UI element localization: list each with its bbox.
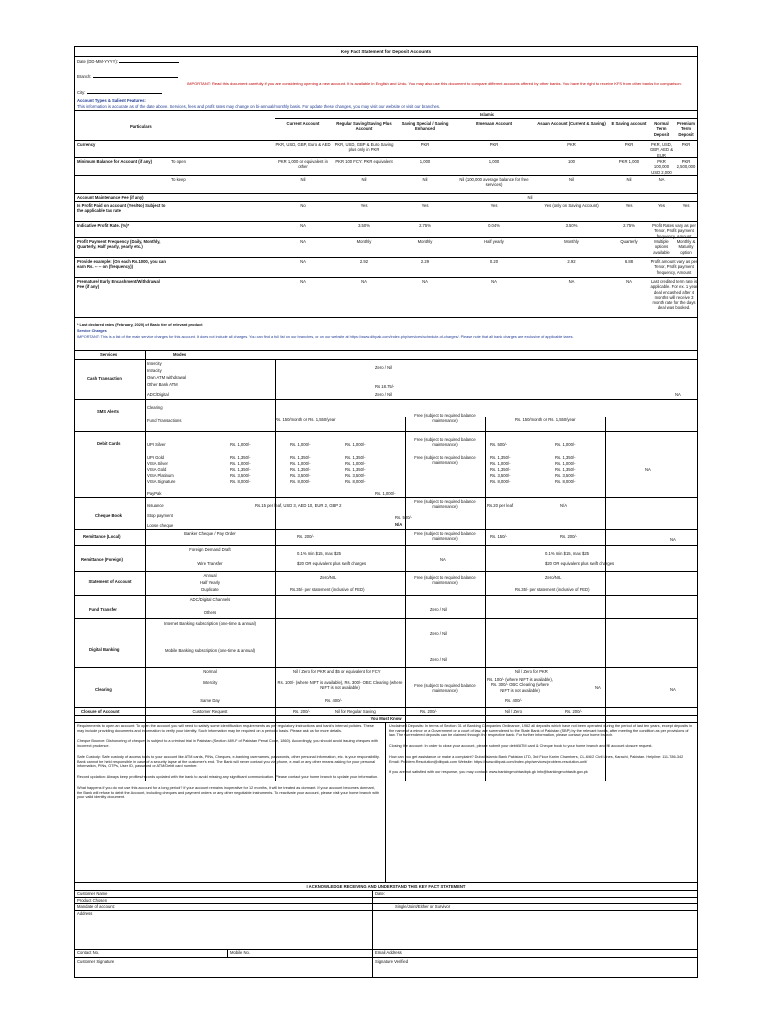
debit-silver-6: Rs. 1,000/- xyxy=(555,442,576,447)
clearing-same-day: Rs. 400/- xyxy=(325,698,342,703)
account-row-value: 3.50% xyxy=(358,223,370,228)
account-column-header: Saving Special / Saving Enhanced xyxy=(401,121,449,132)
row-divider xyxy=(75,317,697,318)
sms-rate-2: Rs. 150/month or Rs. 1,550/year xyxy=(515,417,576,422)
account-row-value: NA xyxy=(626,279,632,284)
debit-fee: Rs. 1,350/- xyxy=(555,455,576,460)
cheque-loose: N/A xyxy=(395,522,403,527)
debit-silver-1: Rs. 1,000/- xyxy=(230,442,251,447)
account-column-header: Normal Term Deposit xyxy=(653,121,670,137)
account-row-value: PKR 100,000 USD 2,000 xyxy=(651,159,672,175)
must-know-paragraph: If you are not satisfied with our response, you may contact: www.bankingmohtasibpk.gk Info@bankingmohtasib.gov.pk xyxy=(389,770,588,775)
remittance-local-free: Free (subject to required balance maintenance) xyxy=(414,531,476,542)
debit-paypak: Rs. 1,000/- xyxy=(375,491,396,496)
sms-mode: Fund Transactions xyxy=(147,418,182,423)
row-divider xyxy=(75,257,697,258)
debit-fee: Rs. 1,000/- xyxy=(490,461,511,466)
account-row-value: NA xyxy=(300,239,306,244)
account-row-label: Is Profit Paid on account (Yes/No) Subject to the applicable tax rate xyxy=(77,203,166,214)
statement-zero-2: Zero/NIL xyxy=(545,575,562,580)
debit-fee: Rs. 1,350/- xyxy=(490,455,511,460)
remittance-local-fee: Rs. 200/- xyxy=(297,534,314,539)
debit-fee-free: Free (subject to required balance maintenance) xyxy=(414,455,476,466)
debit-fee: Rs. 3,500/- xyxy=(555,473,576,478)
debit-fee: Rs. 1,350/- xyxy=(345,455,366,460)
account-row-label: Currency xyxy=(77,142,96,147)
fund-zero: Zero / Nil xyxy=(430,607,447,612)
closure-mode: Customer Request xyxy=(192,709,228,714)
email-label: Email Address xyxy=(375,950,402,955)
debit-fee: Rs. 1,350/- xyxy=(290,455,311,460)
account-row-value: Quarterly xyxy=(620,239,638,244)
cash-mode: Intercity xyxy=(147,361,162,366)
remittance-local-mode: Banker Cheque / Pay Order xyxy=(184,531,236,536)
account-row-value: PKR 1,000 xyxy=(618,159,640,164)
account-row-sub: To keep xyxy=(171,177,186,182)
clearing-intercity-2: Rs. 100/- (where NIFT is available), Rs. 300/- OBC Clearing (where NIFT is not available) xyxy=(487,677,553,693)
branch-label: Branch: xyxy=(77,74,178,79)
account-row-value: Profit amount vary as per Tenor, Profit payment frequency, Amount xyxy=(650,259,698,275)
account-row-value: PKR, USD, GBP & Euro Saving plus only in PKR xyxy=(334,142,394,153)
account-row-value: Monthly xyxy=(417,239,433,244)
must-know-paragraph: Safe Custody: Safe custody of access tools to your account like ATM cards, PINs, Cheques, e-banking usernames, passwords, other personal information, etc. is your responsibility. Bank cannot be held responsible in case of a security lapse at the customer's end. The Bank will never contact you via phone, e-mail or any other means asking for your personal information, PINs, OTPs, User ID, password or ATM/Debit card number. xyxy=(77,754,380,769)
account-row-value: 2.92 xyxy=(359,259,369,264)
account-row-value: Nil xyxy=(361,177,367,182)
debit-fee: Rs. 1,000/- xyxy=(290,461,311,466)
remittance-local-fee-3: Rs. 200/- xyxy=(560,534,577,539)
clearing-free: Free (subject to required balance maintenance) xyxy=(414,683,476,694)
account-row-value: Yes xyxy=(490,203,498,208)
fund-mode-2: Others xyxy=(203,610,217,615)
digital-zero-1: Zero / Nil xyxy=(430,631,447,636)
statement-duplicate-2: Rs.35/- per statement (inclusive of FED) xyxy=(515,587,590,592)
cash-na: NA xyxy=(675,392,681,397)
account-row-value: Yes (only on Saving Account) xyxy=(544,203,599,208)
row-divider xyxy=(75,157,697,158)
account-row-value: 1,000 xyxy=(419,159,431,164)
mandate-label: Mandate of account: xyxy=(77,904,115,909)
account-row-label: Indicative Profit Rate. (%)* xyxy=(77,223,130,228)
clearing-mode-3: Same Day xyxy=(200,698,220,703)
debit-fee: Rs. 3,500/- xyxy=(490,473,511,478)
statement-duplicate: Rs.35/- per statement (inclusive of FED) xyxy=(290,587,365,592)
debit-fee: Rs. 1,000/- xyxy=(555,461,576,466)
clearing-na-2: NA xyxy=(670,687,676,692)
city-label: City: xyxy=(77,90,162,95)
account-row-value: NA xyxy=(491,279,497,284)
digital-mode-2: Mobile Banking subscription (one-time & annual) xyxy=(164,648,256,653)
must-know-paragraph: Cheque Bounce: Dishonoring of cheques is subject to a criminal trial in Pakistan (Section 489-F of Pakistan Penal Code, 1860). Accordingly, you should avoid issuing cheques with incorrect prudence. xyxy=(77,739,378,749)
cheque-mode: Stop payment xyxy=(147,513,173,518)
remittance-local-fee-2: Rs. 150/- xyxy=(490,534,507,539)
sms-mode: Clearing xyxy=(147,405,163,410)
account-column-header: Itmenaan Account xyxy=(475,121,513,126)
account-row-label: Premature/ Early Encashment/Withdrawal Fee (if any) xyxy=(77,279,160,290)
cheque-na: N/A xyxy=(560,503,567,508)
must-know-paragraph: Record updation: Always keep profiles/records updated with the bank to avoid missing any significant communication. Please contact your home branch to update your information. xyxy=(77,775,379,780)
customer-name-label: Customer Name xyxy=(77,891,108,896)
account-row-value: PKR xyxy=(624,142,634,147)
remittance-foreign-wire-2: $20 OR equivalent plus swift charges xyxy=(545,561,615,566)
important-note: IMPORTANT: Read this document carefully if you are considering opening a new account. It is available in English and Urdu. You may also use this document to compare different accounts offered by other banks. You have the right to receive KFS from other banks for comparison. xyxy=(187,81,682,86)
remittance-local-label: Remittance (Local) xyxy=(83,534,121,539)
contact-label: Contact No. xyxy=(77,950,100,955)
account-row-value: Nil xyxy=(569,177,574,182)
must-know-paragraph: Closing the account: In order to close your account, please submit your debit/ATM card & Cheque book to your home branch and fill account closure request. xyxy=(389,744,653,749)
account-row-value: Yes xyxy=(421,203,429,208)
account-row-value: Half yearly xyxy=(484,239,504,244)
statement-label: Statement of Account xyxy=(88,579,132,584)
must-know-right xyxy=(389,724,693,781)
cheque-issuance: Rs.15 per leaf, USD 3, AED 10, EUR 2, GBP 2 xyxy=(255,503,342,508)
cash-mode: Other Bank ATM xyxy=(147,382,178,387)
account-row-value: PKR 2,500,000 xyxy=(676,159,696,170)
must-know-paragraph: What happens if you do not use this account for a long period? If your account remains inoperative for 12 months, it will be treated as dormant. If your account becomes dormant, the Bank will refuse to debit the Account, including cheques and payment orders or any other negotiable instruments. To reactivate your account, please visit your home branch with your valid identity document. xyxy=(77,785,379,800)
cheque-stop: Rs. 500/- xyxy=(395,515,412,520)
account-row-value: 2.75% xyxy=(623,223,635,228)
cheque-per-leaf: Rs.20 per leaf xyxy=(487,503,514,508)
clearing-mode-2: Intercity xyxy=(202,680,218,685)
debit-mode: VISA Silver xyxy=(147,461,168,466)
modes-header: Modes xyxy=(173,352,187,357)
account-row-value: NA xyxy=(422,279,428,284)
debit-fee: Rs. 1,350/- xyxy=(230,455,251,460)
fund-mode-1: ADC/Digital Channels xyxy=(189,597,231,602)
account-row-value: Monthly xyxy=(356,239,372,244)
closure-label: Closure of Account xyxy=(81,709,120,714)
clearing-same-day-2: Rs. 400/- xyxy=(505,698,522,703)
account-row-value: 6.88 xyxy=(624,259,634,264)
account-row-value: 2.29 xyxy=(420,259,430,264)
cheque-mode: Issuance xyxy=(147,503,164,508)
remittance-foreign-mode-1: Foreign Demand Draft xyxy=(189,547,231,552)
account-row-value: PKR xyxy=(567,142,576,147)
row-divider xyxy=(75,237,697,238)
sms-rate-1: Rs. 150/month or Rs. 1,550/year xyxy=(275,417,336,422)
digital-mode-1: Internet Banking subscription (one-time & annual) xyxy=(164,621,256,626)
document-title: Key Fact Statement for Deposit Accounts xyxy=(340,49,432,54)
debit-fee: Rs. 1,350/- xyxy=(230,467,251,472)
row-divider xyxy=(75,201,697,202)
debit-mode: PayPak xyxy=(147,491,162,496)
must-know-title: You Must Know xyxy=(370,716,402,721)
account-row-value: Yes xyxy=(360,203,368,208)
clearing-label: Clearing xyxy=(95,687,112,692)
debit-fee: Rs. 1,350/- xyxy=(345,467,366,472)
debit-fee: Rs. 8,000/- xyxy=(490,479,511,484)
remittance-foreign-fdd-2: 0.1% min $15, max $25 xyxy=(545,551,589,556)
account-column-header: E Saving account xyxy=(611,121,647,126)
product-chosen-label: Product Chosen xyxy=(77,898,108,903)
digital-banking-label: Digital Banking xyxy=(89,647,120,652)
debit-free: Free (subject to required balance maintenance) xyxy=(414,437,476,448)
account-row-value: 1,000 xyxy=(488,159,500,164)
closure-1: Rs. 200/- xyxy=(293,709,310,714)
sms-free: Free (subject to required balance maintenance) xyxy=(414,413,476,424)
account-row-value: Nil xyxy=(626,177,632,182)
statement-free: Free (subject to required balance maintenance) xyxy=(414,575,476,586)
account-row-value: PKR xyxy=(489,142,499,147)
account-row-value: Nil xyxy=(527,195,533,200)
debit-fee: Rs. 3,500/- xyxy=(290,473,311,478)
date-field-label: Date: xyxy=(375,891,386,896)
account-row-value: Nil xyxy=(300,177,306,182)
account-row-value: Nil (100,000 average balance for free services) xyxy=(459,177,529,188)
clearing-normal-2: Nil / Zero for PKR xyxy=(515,669,548,674)
debit-fee: Rs. 1,000/- xyxy=(345,461,366,466)
account-row-value: Yes xyxy=(682,203,690,208)
cash-mode: Own ATM withdrawal xyxy=(147,375,187,380)
signature-label: Customer Signature xyxy=(77,959,115,964)
debit-cards-label: Debit Cards xyxy=(97,441,121,446)
statement-mode: Half Yearly xyxy=(199,580,221,585)
debit-fee: Rs. 3,500/- xyxy=(345,473,366,478)
date-label: Date (DD-MM-YYYY): xyxy=(77,59,179,64)
sms-mode: ADC/Digital xyxy=(147,392,169,397)
remittance-foreign-label: Remittance (Foreign) xyxy=(81,557,123,562)
cheque-mode: Loose cheque xyxy=(147,523,174,528)
kfs-document xyxy=(74,46,698,978)
fund-transfer-label: Fund Transfer xyxy=(89,607,117,612)
cheque-book-label: Cheque Book xyxy=(95,513,122,518)
account-row-value: 2.92 xyxy=(567,259,576,264)
account-column-header: Regular Saving/Saving Plus Account xyxy=(336,121,392,132)
clearing-mode-1: Normal xyxy=(203,669,217,674)
debit-fee: Rs. 3,500/- xyxy=(230,473,251,478)
account-row-value: 0.20 xyxy=(489,259,499,264)
clearing-intercity: Rs. 100/- (where NIFT is available), Rs. 300/- OBC Clearing (where NIFT is not available) xyxy=(277,680,403,691)
debit-mode: VISA Gold xyxy=(147,467,167,472)
debit-na: NA xyxy=(645,467,651,472)
account-row-value: NA xyxy=(300,259,306,264)
account-row-value: Monthly xyxy=(564,239,579,244)
debit-mode: UPI Silver xyxy=(147,442,166,447)
acknowledge-title: I ACKNOWLEDGE RECEIVING AND UNDERSTAND THIS KEY FACT STATEMENT xyxy=(306,884,466,889)
remittance-foreign-na: NA xyxy=(440,557,446,562)
signature-verified-label: Signature Verified xyxy=(375,959,409,964)
account-row-value: 3.50% xyxy=(565,223,578,228)
service-charges-note: IMPORTANT: This is a list of the main service charges for this account. It does not include all charges. You can find a full list on our branches, or on our website at https://www.dibpak.com/index.php/services/schedule-of-charges/. Please note that all bank charges are exclusive of applicable taxes. xyxy=(77,335,574,339)
row-divider xyxy=(75,193,697,194)
closure-2: Nil for Regular Saving xyxy=(335,709,376,714)
clearing-normal: Nil / Zero for PKR and $5 or equivalent for FCY xyxy=(293,669,381,674)
debit-mode: VISA Platinum xyxy=(147,473,174,478)
features-note: This information is accurate as of the date above. Services, fees and profit rates may change on bi-annual/monthly basis. For update these changes, you may visit our website or visit our branches. xyxy=(77,104,441,109)
account-row-value: Monthly & Maturity option xyxy=(676,239,696,255)
account-row-value: NA xyxy=(300,223,306,228)
clearing-na: NA xyxy=(595,685,601,690)
cash-other-atm: Rs 18.75/- xyxy=(375,384,395,389)
row-divider xyxy=(75,221,697,222)
account-column-header: Current Account xyxy=(286,121,320,126)
islamic-label: Islamic xyxy=(480,112,495,117)
features-title: Account Types & Salient Features: xyxy=(77,98,146,103)
particulars-header: Particulars xyxy=(130,124,152,129)
account-row-sub: To open xyxy=(171,159,186,164)
account-row-label: Account Maintenance Fee (if any) xyxy=(77,195,144,200)
statement-mode: Duplicate xyxy=(201,587,219,592)
remittance-na: NA xyxy=(670,537,676,542)
must-know-left xyxy=(77,724,381,806)
account-row-value: Profit Rates vary as per Tenor, Profit payment frequency, Amount xyxy=(652,223,696,239)
debit-fee: Rs. 1,350/- xyxy=(490,467,511,472)
remittance-foreign-mode-2: Wire Transfer xyxy=(197,561,223,566)
account-column-header: Premium Term Deposit xyxy=(677,121,695,137)
debit-fee: Rs. 8,000/- xyxy=(290,479,311,484)
account-row-value: Yes xyxy=(658,203,665,208)
cash-mode: Intracity xyxy=(147,368,162,373)
debit-mode: VISA Signature xyxy=(147,479,176,484)
account-row-value: PKR 1,000 or equivalent in other xyxy=(278,159,328,170)
account-row-value: NA xyxy=(568,279,575,284)
account-row-value: 0.04% xyxy=(488,223,500,228)
rates-footnote: * Last declared rates (February, 2020) of Basic tier of relevant product xyxy=(77,323,203,327)
account-row-value: NA xyxy=(300,279,306,284)
services-header: Services xyxy=(100,352,118,357)
closure-4: Nil / Zero xyxy=(505,709,522,714)
row-divider xyxy=(75,277,697,278)
must-know-paragraph: Unclaimed Deposits: In terms of Section 31 of Banking Companies Ordinance, 1962 all deposits which have not been operated during the period of last ten years, except deposits in the name of a minor or a Government or a court of law, are surrendered to the State Bank of Pakistan (SBP) by the relevant banks, after meeting the condition as per provisions of law. The surrendered deposits can be claimed through the respective bank. For further information, please contact your home branch. xyxy=(389,724,693,738)
debit-fee: Rs. 1,000/- xyxy=(230,461,251,466)
cash-adc: Zero / Nil xyxy=(375,392,392,397)
debit-fee: Rs. 8,000/- xyxy=(230,479,251,484)
debit-mode: UPI Gold xyxy=(147,455,164,460)
debit-silver-2: Rs. 1,000/- xyxy=(290,442,311,447)
closure-3: Rs. 200/- xyxy=(420,709,437,714)
account-row-value: Nil xyxy=(422,177,428,182)
account-row-value: 100 xyxy=(568,159,575,164)
cash-zero: Zero / Nil xyxy=(375,365,392,370)
statement-zero-1: Zero/NIL xyxy=(320,575,337,580)
account-row-value: Multiple options available xyxy=(653,239,670,255)
debit-fee: Rs. 1,350/- xyxy=(290,467,311,472)
mandate-value: Single/Joint/Either or Survivor xyxy=(395,904,451,909)
remittance-foreign-wire: $20 OR equivalent plus swift charges xyxy=(297,561,367,566)
account-row-value: No xyxy=(300,203,306,208)
debit-fee: Rs. 8,000/- xyxy=(555,479,576,484)
must-know-paragraph: How can you get assistance or make a complaint? Dubai Islamic Bank Pakistan LTD, 3rd Floor Karim Chambers, CL-6/6/2 Civil Lines, Karachi, Pakistan. Helpline: 111-786-342 Email: Problem.Resolution@dibpak.com Website: https://www.dibpak.com/index.php/services/problem-resolution-unit/ xyxy=(389,754,684,764)
account-row-label: Provide example: (On each Rs.1000, you can earn Rs. -- -- on (frequency)) xyxy=(77,259,166,270)
account-column-header: Asaan Account (Current & Saving) xyxy=(537,121,606,126)
account-row-label: Profit Payment Frequency (Daily, Monthly, Quarterly, Half yearly, yearly etc.) xyxy=(77,239,161,250)
cheque-free: Free (subject to required balance maintenance) xyxy=(414,499,476,510)
debit-silver-3: Rs. 1,000/- xyxy=(345,442,366,447)
sms-alerts-label: SMS Alerts xyxy=(97,409,119,414)
mobile-label: Mobile No. xyxy=(230,950,251,955)
account-row-value: PKR 100 FCY: PKR equivalent xyxy=(335,159,393,164)
row-divider xyxy=(75,175,697,176)
debit-silver-5: Rs. 500/- xyxy=(490,442,507,447)
account-row-value: PKR xyxy=(681,142,691,147)
must-know-paragraph: Requirements to open an account: To open the account you will need to satisfy some identification requirements as per regulatory instructions and bank's internal policies. These may include providing documents and information to verify your identity. Such information may be required on a periodic basis. Please ask us for more details. xyxy=(77,724,374,733)
digital-zero-2: Zero / Nil xyxy=(430,657,447,662)
remittance-foreign-fdd: 0.1% min $15, max $25 xyxy=(297,551,341,556)
account-row-value: NA xyxy=(361,279,367,284)
account-row-label: Minimum Balance for Account (if any) xyxy=(77,159,152,164)
address-label: Address xyxy=(77,911,93,916)
account-row-value: PKR xyxy=(420,142,430,147)
account-row-value: Yes xyxy=(625,203,633,208)
debit-fee: Rs. 8,000/- xyxy=(345,479,366,484)
cash-transaction-label: Cash Transaction xyxy=(87,376,122,381)
account-row-value: Last credited term rate is applicable. For ex. 1 year deal encashed after 4 months will receive 3 month rate for the days deal was booked. xyxy=(650,279,698,311)
account-row-value: PKR, USD, GBP, Euro & AED xyxy=(275,142,331,147)
statement-mode: Annual xyxy=(203,573,217,578)
closure-5: Rs. 200/- xyxy=(565,709,582,714)
account-row-value: PKR, USD, GBP, AED & EUR xyxy=(650,142,673,158)
debit-fee: Rs. 1,350/- xyxy=(555,467,576,472)
service-charges-title: Service Charges xyxy=(77,329,107,333)
account-row-value: NA xyxy=(658,177,665,182)
account-row-value: 2.75% xyxy=(419,223,431,228)
